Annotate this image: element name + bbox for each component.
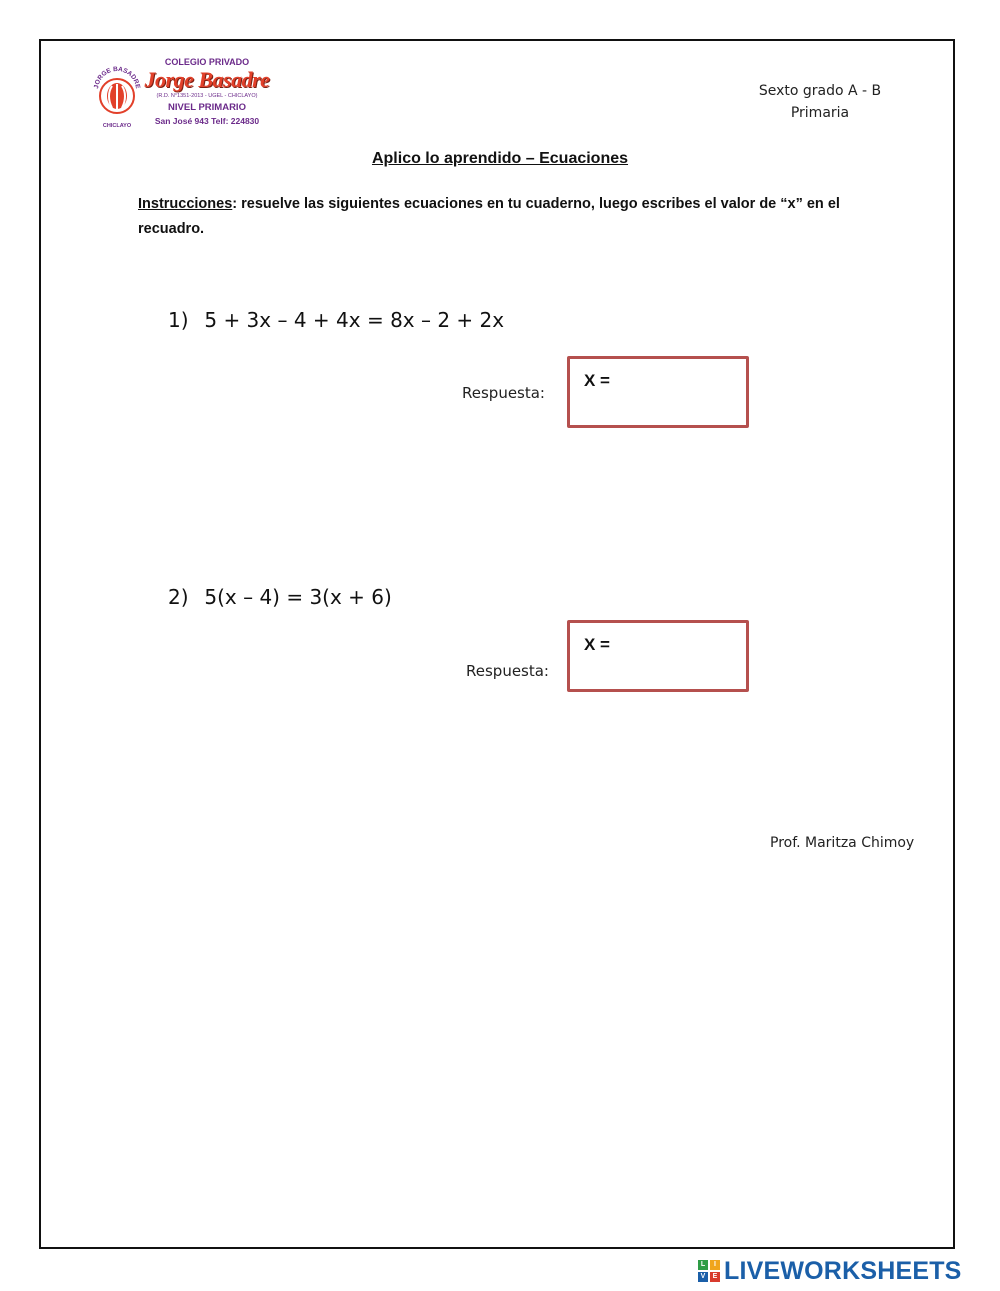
seal-arc-text: JORGE BASADRE	[93, 65, 142, 90]
answer-input-1[interactable]	[618, 369, 742, 397]
seal-city: CHICLAYO	[102, 123, 132, 129]
school-text	[142, 56, 272, 127]
logo-letter-l: L	[698, 1260, 708, 1270]
question-equation: 5(x – 4) = 3(x + 6)	[204, 585, 392, 609]
answer-box-2[interactable]	[567, 620, 749, 692]
school-seal-icon	[92, 56, 142, 132]
instructions	[138, 192, 888, 242]
liveworksheets-text: LIVEWORKSHEETS	[724, 1256, 962, 1285]
page-title: Aplico lo aprendido – Ecuaciones	[371, 150, 629, 167]
question-number: 1)	[168, 308, 189, 332]
teacher-name: Prof. Maritza Chimoy	[770, 835, 915, 851]
school-top-line: COLEGIO PRIVADO	[164, 57, 250, 67]
school-name: Jorge Basadre	[144, 67, 270, 92]
logo-letter-v: V	[698, 1272, 708, 1282]
answer-box-1[interactable]	[567, 356, 749, 428]
level-text: Primaria	[790, 105, 850, 121]
liveworksheets-brand[interactable]	[698, 1256, 962, 1286]
instructions-lead: Instrucciones	[138, 196, 233, 212]
school-level: NIVEL PRIMARIO	[168, 102, 246, 113]
question-1	[168, 307, 504, 333]
response-label-2: Respuesta:	[466, 662, 549, 680]
answer-x-label: X =	[584, 635, 610, 654]
liveworksheets-logo-icon	[698, 1260, 720, 1282]
question-2	[168, 584, 392, 610]
answer-x-label: X =	[584, 371, 610, 390]
grade-info	[740, 80, 900, 124]
instructions-text: : resuelve las siguientes ecuaciones en tu cuaderno, luego escribes el valor de “x” en el recuadro.	[138, 196, 840, 237]
response-label-1: Respuesta:	[462, 384, 545, 402]
grade-text: Sexto grado A - B	[758, 83, 882, 99]
logo-letter-e: E	[710, 1272, 720, 1282]
question-number: 2)	[168, 585, 189, 609]
school-address: San José 943 Telf: 224830	[154, 116, 260, 126]
school-logo	[92, 56, 272, 140]
logo-letter-i: I	[710, 1260, 720, 1270]
question-equation: 5 + 3x – 4 + 4x = 8x – 2 + 2x	[204, 308, 505, 332]
answer-input-2[interactable]	[618, 633, 742, 661]
school-rd: (R.D. N°1351-2013 - UGEL - CHICLAYO)	[156, 93, 258, 99]
